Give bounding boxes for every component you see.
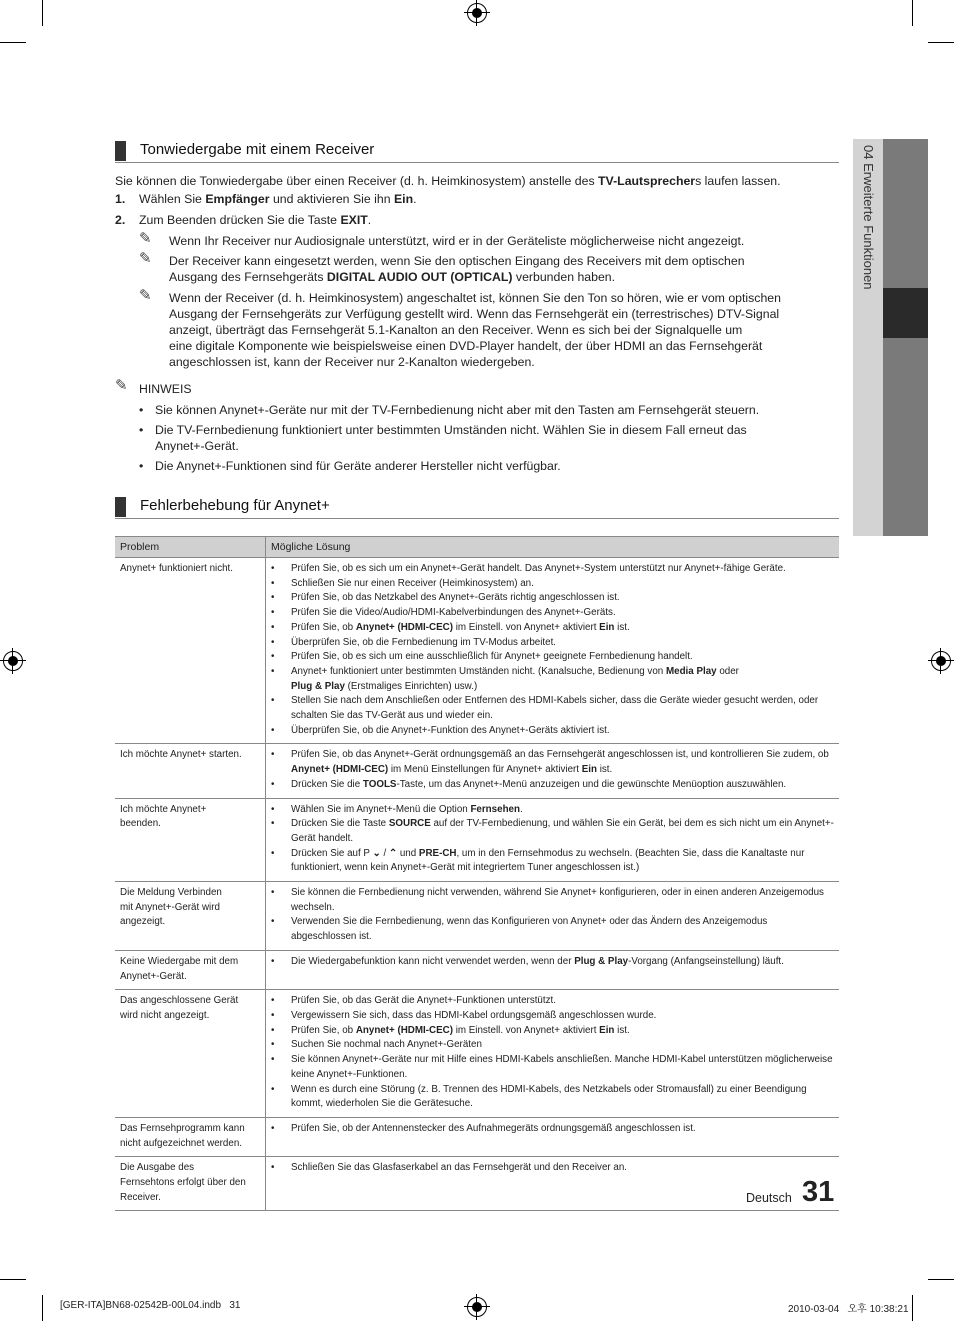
text-run: Anynet+ (HDMI-CEC) — [291, 764, 389, 776]
problem-text: Keine Wiedergabe mit dem — [120, 955, 239, 967]
crop-mark — [912, 1295, 913, 1321]
solution-item — [291, 694, 834, 723]
crop-mark — [0, 1279, 26, 1280]
crop-mark — [912, 0, 913, 26]
solution-item — [291, 1038, 834, 1053]
problem-text: nicht aufgezeichnet werden. — [120, 1137, 242, 1149]
list-item-line: Die TV-Fernbedienung funktioniert unter bestimmten Umständen nicht. Wählen Sie in diesem Fall erneut das — [155, 423, 747, 437]
intro-text — [115, 173, 781, 189]
text-run: Vergewissern Sie sich, dass das HDMI-Kabel ordungsgemäß angeschlossen wurde. — [291, 1009, 657, 1021]
solution-item — [291, 562, 834, 577]
registration-mark-icon — [3, 651, 23, 671]
page-number: 31 — [802, 1176, 835, 1208]
problem-text: mit Anynet+-Gerät wird — [120, 901, 220, 913]
problem-cell — [115, 744, 266, 798]
heading-bar — [115, 497, 126, 517]
solution-item — [291, 1083, 834, 1112]
list-item-line: Sie können Anynet+-Geräte nur mit der TV-Fernbedienung nicht aber mit den Tasten am Fernsehgerät steuern. — [155, 403, 760, 417]
text-run: Prüfen Sie, ob — [291, 621, 356, 633]
text-run: Drücken Sie die Taste — [291, 818, 389, 830]
text-run: Anynet+ (HDMI-CEC) — [355, 621, 453, 633]
text-run: Media Play — [665, 665, 717, 677]
note-1: Wenn Ihr Receiver nur Audiosignale unterstützt, wird er in der Geräteliste möglicherweise nicht angezeigt. — [169, 234, 745, 248]
text-run: Prüfen Sie, ob das Anynet+-Gerät ordnungsgemäß an das Fernsehgerät angeschlossen ist, und kontrollieren Sie zudem, ob — [291, 749, 829, 761]
crop-mark — [42, 1295, 43, 1321]
solution-item — [291, 915, 834, 944]
table-row — [115, 744, 839, 798]
text-run: Sie können Anynet+-Geräte nur mit Hilfe eines HDMI-Kabels anschließen. Manche HDMI-Kabel unterstützen möglicherweise keine Anynet+-Funktionen. — [291, 1054, 833, 1080]
text-run: ist. — [614, 1024, 630, 1036]
text-run: Überprüfen Sie, ob die Fernbedienung im TV-Modus arbeitet. — [291, 636, 557, 648]
note-line: eine digitale Komponente wie beispielsweise einen DVD-Player handelt, der über HDMI an das Fernsehgerät — [169, 339, 763, 353]
text-run: . — [413, 192, 417, 206]
text-run: Prüfen Sie, ob das Gerät die Anynet+-Funktionen unterstützt. — [291, 995, 556, 1007]
solution-item — [291, 1024, 834, 1039]
problem-text: Die Ausgabe des — [120, 1162, 195, 1174]
problem-cell — [115, 1157, 266, 1211]
table-row — [115, 1157, 839, 1211]
registration-mark-icon — [467, 3, 487, 23]
list-item — [139, 402, 759, 418]
solution-list — [271, 1161, 834, 1176]
text-run: ⌄ — [372, 847, 381, 859]
note-icon: ✎ — [139, 230, 152, 247]
bullet-icon: • — [139, 459, 144, 473]
solution-item — [291, 803, 834, 818]
problem-text: beenden. — [120, 818, 161, 830]
problem-text: Das Fernsehprogramm kann — [120, 1122, 245, 1134]
bullet-icon: • — [139, 403, 144, 417]
solution-cell — [266, 882, 840, 951]
solution-list — [271, 886, 834, 945]
solution-item — [291, 1009, 834, 1024]
text-run: -Vorgang (Anfangseinstellung) läuft. — [628, 955, 784, 967]
chapter-label: 04 Erweiterte Funktionen — [861, 145, 876, 290]
heading-bar — [115, 141, 126, 161]
list-item-line: Die Anynet+-Funktionen sind für Geräte anderer Hersteller nicht verfügbar. — [155, 459, 561, 473]
solution-list — [271, 994, 834, 1112]
text-run: Drücken Sie auf P — [291, 847, 373, 859]
solution-item — [291, 1122, 834, 1137]
list-item-line: Anynet+-Gerät. — [155, 439, 239, 453]
print-timestamp: 2010-03-04 오후 10:38:21 — [788, 1304, 909, 1315]
crop-mark — [42, 0, 43, 26]
text-run: / — [380, 847, 389, 859]
solution-cell — [266, 558, 840, 744]
problem-text: Anynet+-Gerät. — [120, 970, 187, 982]
table-row — [115, 558, 839, 744]
solution-list — [271, 1122, 834, 1137]
text-run: Wählen Sie — [139, 192, 206, 206]
text-run: Zum Beenden drücken Sie die Taste — [139, 213, 341, 227]
step-number: 2. — [115, 213, 126, 227]
solution-cell — [266, 1117, 840, 1156]
solution-cell — [266, 798, 840, 882]
problem-text: Ich möchte Anynet+ starten. — [120, 749, 242, 761]
solution-item — [291, 636, 834, 651]
text-run: SOURCE — [388, 818, 431, 830]
solution-cell — [266, 950, 840, 989]
table-row — [115, 950, 839, 989]
solution-item — [291, 577, 834, 592]
text-run: und aktivieren Sie ihn — [269, 192, 394, 206]
note-icon: ✎ — [139, 250, 152, 267]
solution-item — [291, 886, 834, 915]
solution-list — [271, 748, 834, 792]
text-run: Die Wiedergabefunktion kann nicht verwendet werden, wenn der — [291, 955, 575, 967]
column-header-problem: Problem — [115, 537, 266, 558]
section-heading — [115, 140, 839, 163]
solution-cell — [266, 744, 840, 798]
step-number: 1. — [115, 192, 126, 206]
note-icon: ✎ — [139, 287, 152, 304]
solution-item — [291, 817, 834, 846]
text-run: Ein — [599, 621, 615, 633]
problem-text: Das angeschlossene Gerät — [120, 995, 239, 1007]
table-row — [115, 990, 839, 1118]
text-run: Sie können die Tonwiedergabe über einen Receiver (d. h. Heimkinosystem) anstelle des — [115, 174, 599, 188]
text-run: Ein — [393, 192, 414, 206]
text-run: Ein — [599, 1024, 615, 1036]
text-run: (Erstmaliges Einrichten) usw.) — [344, 680, 478, 692]
text-run: Suchen Sie nochmal nach Anynet+-Geräten — [291, 1039, 482, 1051]
problem-text: wird nicht angezeigt. — [120, 1009, 210, 1021]
problem-cell — [115, 950, 266, 989]
text-run: Wählen Sie im Anynet+-Menü die Option — [291, 803, 471, 815]
text-run: Überprüfen Sie, ob die Anynet+-Funktion des Anynet+-Geräts aktiviert ist. — [291, 724, 610, 736]
crop-mark — [928, 42, 954, 43]
text-run: und — [397, 847, 419, 859]
note-3 — [169, 290, 781, 370]
chapter-marker — [883, 288, 928, 338]
note-line: Ausgang der Fernsehgeräts zur Verfügung gestellt wird. Wenn das Fernsehgerät ein (terrestrisches) DTV-Signal — [169, 307, 780, 321]
bullet-icon: • — [139, 423, 144, 437]
solution-item — [291, 994, 834, 1009]
file-info: [GER-ITA]BN68-02542B-00L04.indb 31 — [60, 1300, 241, 1311]
solution-item — [291, 778, 834, 793]
hinweis-list — [139, 402, 759, 478]
list-item — [139, 458, 759, 474]
text-run: Empfänger — [205, 192, 270, 206]
column-header-solution: Mögliche Lösung — [266, 537, 840, 558]
registration-mark-icon — [467, 1297, 487, 1317]
problem-text: Die Meldung Verbinden — [120, 887, 222, 899]
solution-item — [291, 591, 834, 606]
solution-cell — [266, 990, 840, 1118]
text-run: Prüfen Sie, ob es sich um eine ausschließlich für Anynet+ geeignete Fernbedienung handelt. — [291, 651, 693, 663]
solution-item — [291, 748, 834, 777]
note-icon: ✎ — [115, 377, 128, 394]
text-run: auf der TV-Fernbedienung, und wählen Sie ein Gerät, bei dem es sich nicht um ein Anynet+-Gerät handelt. — [291, 818, 834, 844]
text-run: Plug & Play — [574, 955, 629, 967]
text-run: im Menü Einstellungen für Anynet+ aktiviert — [388, 764, 582, 776]
registration-mark-icon — [931, 651, 951, 671]
note-2: Der Receiver kann eingesetzt werden, wenn Sie den optischen Eingang des Receivers mit dem optischen Ausgang des Fernsehgeräts DIGITAL AUDIO OUT (OPTICAL) verbunden haben. — [169, 254, 745, 284]
text-run: ⌃ — [388, 847, 398, 859]
text-run: Anynet+ (HDMI-CEC) — [355, 1024, 453, 1036]
note-line: Wenn der Receiver (d. h. Heimkinosystem) angeschaltet ist, können Sie den Ton so hören, wie er vom optischen — [169, 291, 781, 305]
text-run: Prüfen Sie, ob der Antennenstecker des Aufnahmegeräts ordnungsgemäß angeschlossen ist. — [291, 1122, 696, 1134]
text-run: Prüfen Sie die Video/Audio/HDMI-Kabelverbindungen des Anynet+-Geräts. — [291, 607, 616, 619]
text-run: Verwenden Sie die Fernbedienung, wenn das Konfigurieren von Anynet+ oder das Ändern des Anzeigemodus abgeschlossen ist. — [291, 916, 768, 943]
crop-mark — [0, 42, 26, 43]
text-run: Prüfen Sie, ob — [291, 1024, 356, 1036]
table-row — [115, 798, 839, 882]
text-run: ist. — [614, 621, 630, 633]
problem-text: Receiver. — [120, 1191, 161, 1203]
text-run: im Einstell. von Anynet+ aktiviert — [452, 621, 600, 633]
text-run: TOOLS — [362, 778, 397, 790]
table-header-row — [115, 537, 839, 558]
solution-item — [291, 724, 834, 739]
crop-mark — [928, 1279, 954, 1280]
step-2 — [139, 212, 371, 228]
problem-cell — [115, 882, 266, 951]
step-1 — [139, 191, 417, 207]
solution-item — [291, 1161, 834, 1176]
solution-item — [291, 847, 834, 876]
problem-text: Anynet+ funktioniert nicht. — [120, 563, 234, 574]
text-run: oder — [716, 665, 739, 677]
table-row — [115, 1117, 839, 1156]
text-run: -Taste, um das Anynet+-Menü anzuzeigen und die gewünschte Menüoption auszuwählen. — [396, 778, 787, 790]
problem-text: Fernsehtons erfolgt über den — [120, 1177, 246, 1189]
footer-language: Deutsch — [746, 1191, 792, 1205]
solution-item — [291, 955, 834, 970]
note-line: anzeigt, überträgt das Fernsehgerät 5.1-Kanalton an den Receiver. Wenn es sich bei der Signalquelle um — [169, 323, 743, 337]
text-run: Drücken Sie die — [291, 778, 363, 790]
note-line: angeschlossen ist, kann der Receiver nur 2-Kanalton wiedergeben. — [169, 355, 535, 369]
text-run: TV-Lautsprecher — [598, 174, 696, 188]
text-run: im Einstell. von Anynet+ aktiviert — [452, 1024, 600, 1036]
solution-list — [271, 955, 834, 970]
problem-text: Ich möchte Anynet+ — [120, 803, 207, 815]
text-run: . — [519, 803, 523, 815]
problem-cell — [115, 1117, 266, 1156]
solution-list — [271, 803, 834, 877]
text-run: . — [367, 213, 372, 227]
solution-item — [291, 1053, 834, 1082]
text-run: Prüfen Sie, ob es sich um ein Anynet+-Gerät handelt. Das Anynet+-System unterstützt nur Anynet+-fähige Geräte. — [291, 563, 786, 574]
text-run: Ein — [581, 764, 597, 776]
solution-list — [271, 562, 834, 738]
solution-item — [291, 650, 834, 665]
text-run: Schließen Sie nur einen Receiver (Heimkinosystem) an. — [291, 577, 534, 589]
text-run: PRE-CH — [418, 847, 457, 859]
text-run: Wenn es durch eine Störung (z. B. Trennen des HDMI-Kabels, des Netzkabels oder Stromausfall) zu einer Beendigung kommt, wiederholen Sie die Gerätesuche. — [291, 1083, 807, 1110]
list-item — [139, 422, 759, 454]
text-run: Prüfen Sie, ob das Netzkabel des Anynet+-Geräts richtig angeschlossen ist. — [291, 592, 620, 604]
text-run: , um in den Fernsehmodus zu wechseln. (Beachten Sie, dass die Kanaltaste nur funktioniert, wenn kein Anynet+-Gerät mit integriertem Tuner angeschlossen ist.) — [291, 847, 805, 874]
problem-text: angezeigt. — [120, 916, 166, 928]
solution-item — [291, 665, 834, 694]
text-run: ist. — [597, 764, 613, 776]
text-run: Sie können die Fernbedienung nicht verwenden, während Sie Anynet+ konfigurieren, oder in einen anderen Anzeigemodus wechseln. — [291, 887, 824, 913]
text-run: Plug & Play — [291, 680, 345, 692]
solution-item — [291, 621, 834, 636]
section-title: Fehlerbehebung für Anynet+ — [140, 497, 330, 514]
text-run: Fernsehen — [470, 803, 520, 815]
table-row — [115, 882, 839, 951]
text-run: s laufen lassen. — [695, 174, 781, 188]
section-heading — [115, 496, 839, 519]
section-title: Tonwiedergabe mit einem Receiver — [140, 141, 375, 158]
problem-cell — [115, 558, 266, 744]
solution-item — [291, 606, 834, 621]
text-run: EXIT — [340, 213, 368, 227]
problem-cell — [115, 990, 266, 1118]
problem-cell — [115, 798, 266, 882]
hinweis-label: HINWEIS — [139, 382, 192, 396]
text-run: Stellen Sie nach dem Anschließen oder Entfernen des HDMI-Kabels sicher, dass die Geräte wieder gesucht werden, oder schalten Sie das TV-Gerät aus und wieder ein. — [291, 695, 819, 722]
text-run: Schließen Sie das Glasfaserkabel an das Fernsehgerät und den Receiver an. — [291, 1162, 628, 1174]
text-run: Anynet+ funktioniert unter bestimmten Umständen nicht. (Kanalsuche, Bedienung von — [291, 665, 666, 677]
troubleshooting-table — [115, 536, 839, 1211]
